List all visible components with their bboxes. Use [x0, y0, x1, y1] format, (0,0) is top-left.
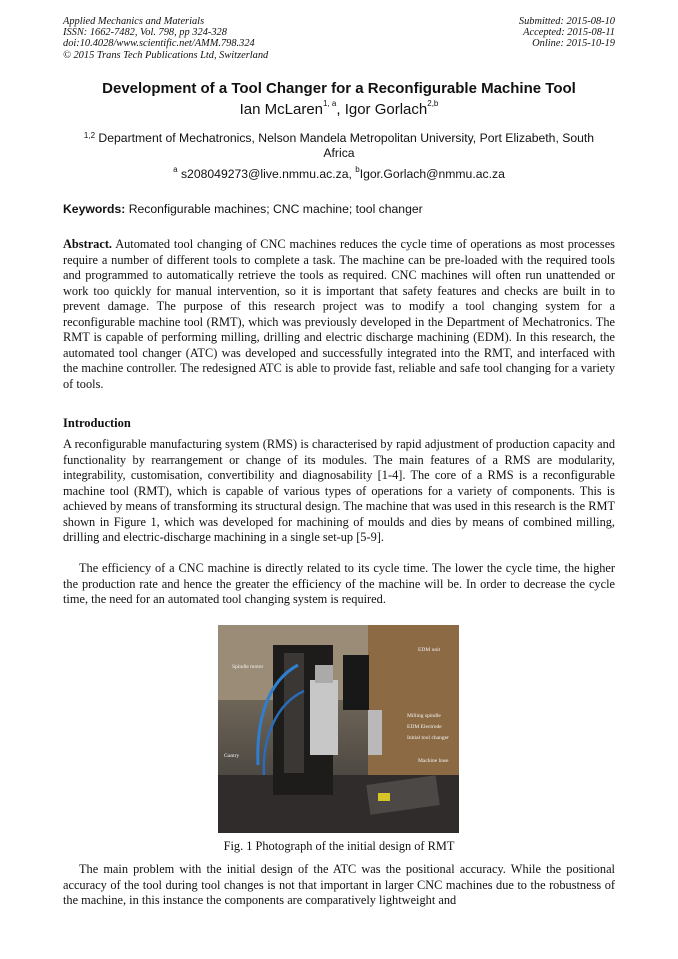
journal-name: Applied Mechanics and Materials [63, 16, 205, 27]
abstract-label: Abstract. [63, 237, 113, 251]
label-edm-electrode: EDM Electrode [407, 724, 442, 730]
author-sup: 1, a [323, 99, 337, 108]
spindle-motor [315, 665, 333, 683]
label-edm-unit: EDM unit [418, 647, 441, 653]
label-machine-base: Machine base [418, 758, 449, 764]
email-sup: b [355, 165, 360, 174]
journal-copyright: © 2015 Trans Tech Publications Ltd, Switzerland [63, 49, 269, 61]
email-link[interactable]: s208049273@live.nmmu.ac.za, [177, 167, 356, 181]
paragraph: The main problem with the initial design of the ATC was the positional accuracy. While the positional accuracy of the tool during tool changes is not that important in larger CNC machines due to the robustness of the machine, in this instance the components are comparatively lightweight and [63, 862, 615, 907]
affiliation [70, 131, 608, 160]
author-list [0, 101, 678, 118]
section-heading: Introduction [63, 416, 131, 430]
edm-unit-body [343, 655, 369, 710]
label-spindle-motor: Spindle motor [232, 664, 264, 670]
label-gantry: Gantry [224, 753, 240, 759]
paragraph: The efficiency of a CNC machine is directly related to its cycle time. The lower the cycle time, the higher the production rate and hence the greater the efficiency of the machine will be. In order to decrease the cycle time, the need for an automated tool changing system is required. [63, 561, 615, 606]
journal-header [63, 16, 268, 61]
affiliation-text: Department of Mechatronics, Nelson Mandela Metropolitan University, Port Elizabeth, South Africa [95, 131, 595, 160]
paper-title: Development of a Tool Changer for a Reconfigurable Machine Tool [102, 80, 576, 97]
figure-rmt-photo [218, 625, 459, 833]
keywords-label: Keywords: [63, 202, 126, 216]
submission-dates [519, 16, 615, 50]
author-sup: 2,b [427, 99, 439, 108]
email-sup: a [173, 165, 178, 174]
submitted-date: Submitted: 2015-08-10 [518, 16, 615, 27]
figure-caption: Fig. 1 Photograph of the initial design of RMT [223, 839, 455, 853]
author-separator: , [336, 101, 345, 118]
author-name: Ian McLaren [239, 101, 324, 118]
label-initial-tool-changer: Initial tool changer [407, 735, 449, 741]
milling-spindle-body [310, 680, 338, 755]
email-link[interactable]: Igor.Gorlach@nmmu.ac.za [359, 167, 505, 181]
online-date: Online: 2015-10-19 [532, 38, 615, 50]
accepted-date: Accepted: 2015-08-11 [523, 27, 615, 39]
affiliation-sup: 1,2 [83, 131, 96, 140]
author-name: Igor Gorlach [344, 101, 428, 118]
keywords-text: Reconfigurable machines; CNC machine; tool changer [125, 202, 423, 216]
keywords [63, 202, 623, 216]
edm-electrode [368, 710, 382, 755]
author-emails [0, 167, 678, 181]
abstract-text: Automated tool changing of CNC machines reduces the cycle time of operations as most processes require a number of different tools to complete a task. The machine can be pre-loaded with the required tools and programmed to automatically retrieve the tools as required. CNC machines will often run unattended or work too quickly for manual intervention, so it is important that safety features and checks are built in to prevent damage. The purpose of this research project was to modify a tool changing system for a reconfigurable machine tool (RMT), which was previously developed in the Department of Mechatronics. The RMT is capable of performing milling, drilling and electric discharge machining (EDM). In this research, the automated tool changer (ATC) was developed and successfully integrated into the RMT, and interfaced with the machine controller. The redesigned ATC is able to provide fast, reliable and safe tool changing for a variety of tools. [63, 237, 615, 391]
rmt-illustration [218, 625, 459, 833]
journal-doi: doi:10.4028/www.scientific.net/AMM.798.324 [63, 38, 255, 50]
label-milling-spindle: Milling spindle [407, 713, 441, 719]
paragraph: A reconfigurable manufacturing system (RMS) is characterised by rapid adjustment of production capacity and functionality by rearrangement or change of its modules. The main features of a RMS are modularity, integrability, customisation, convertibility and diagnosability [1-4]. The core of a RMS is a reconfigurable machine tool (RMT), which is capable of various types of operations for a variety of components. This is achieved by means of transforming its structural design. The machine that was used in this research is the RMT shown in Figure 1, which was developed for machining of moulds and dies by means of combined milling, drilling and electric-discharge machining in a single set-up [5-9]. [63, 437, 615, 544]
journal-issn: ISSN: 1662-7482, Vol. 798, pp 324-328 [63, 27, 227, 39]
abstract [63, 237, 615, 392]
yellow-fixture [378, 793, 390, 801]
